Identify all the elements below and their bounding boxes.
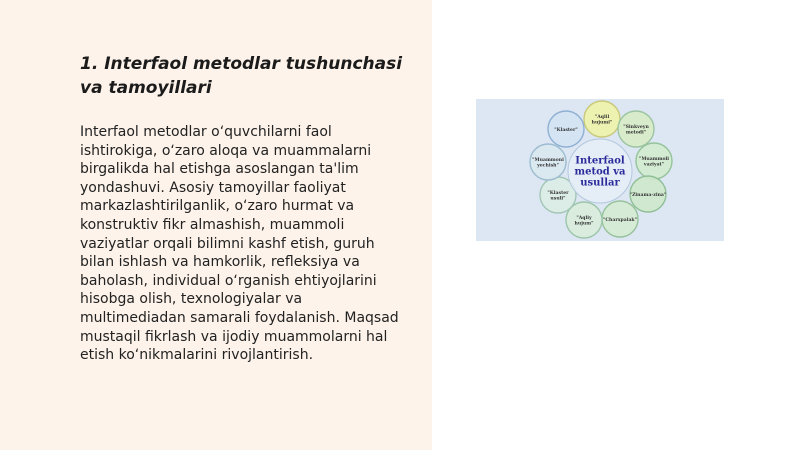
node-top-left	[548, 111, 584, 147]
node-bottom-right-label: "Charxpalak"	[602, 217, 638, 223]
node-right-upper-label: "Muammoli	[638, 157, 670, 162]
node-top-right-label: metodi"	[625, 130, 647, 136]
node-bottom-label: hujum"	[574, 221, 594, 227]
node-top-left-label: "Klaster"	[554, 127, 578, 133]
node-right-lower	[630, 176, 667, 212]
center-node-label: metod va	[574, 166, 626, 178]
body-text: Interfaol metodlar o‘quvchilarni faol ishtirokiga, o‘zaro aloqa va muammalarni birgalikda hal etishga asoslangan ta'lim yondashuvi. Asosiy tamoyillar faoliyat markazlashtirilganlik, o‘zaro hurmat va konstruktiv fikr almashish, muammoli vaziyatlar orqali bilimni kashf etish, guruh bilan ishlash va hamkorlik, refleksiya va baholash, individual o‘rganish ehtiyojlarini hisobga olish, texnologiyalar va multimediadan samarali foydalanish. Maqsad mustaqil fikrlash va ijodiy muammolarni hal etish ko‘nikmalarini rivojlantirish.	[80, 124, 399, 364]
node-left-label: yechish"	[537, 163, 559, 169]
node-top-right-label: "Sinkveyn	[623, 125, 649, 130]
node-bottom-label: "Aqliy	[576, 216, 592, 221]
node-left	[530, 144, 566, 180]
node-right-upper	[636, 143, 672, 179]
node-top-label: "Aqlil	[594, 115, 610, 120]
node-bottom-left-label: usuli"	[550, 196, 566, 202]
node-top-label: hujumi"	[591, 120, 613, 126]
node-bottom-left-label: "Klaster	[547, 191, 569, 196]
node-right-upper-label: vaziyat"	[643, 162, 665, 168]
node-bottom-right	[602, 201, 638, 237]
slide-title: 1. Interfaol metodlar tushunchasi va tamoyillari	[80, 54, 403, 98]
center-node-label: usullar	[580, 177, 620, 189]
node-left-label: "Muammoni	[532, 158, 564, 163]
center-node-label: Interfaol	[575, 155, 625, 167]
node-top-right	[618, 111, 654, 147]
center-node	[568, 139, 632, 203]
methods-diagram	[476, 99, 724, 241]
node-right-lower-label: "Zinama-zina"	[629, 192, 667, 198]
methods-diagram-svg	[476, 99, 724, 241]
node-top	[584, 101, 620, 137]
